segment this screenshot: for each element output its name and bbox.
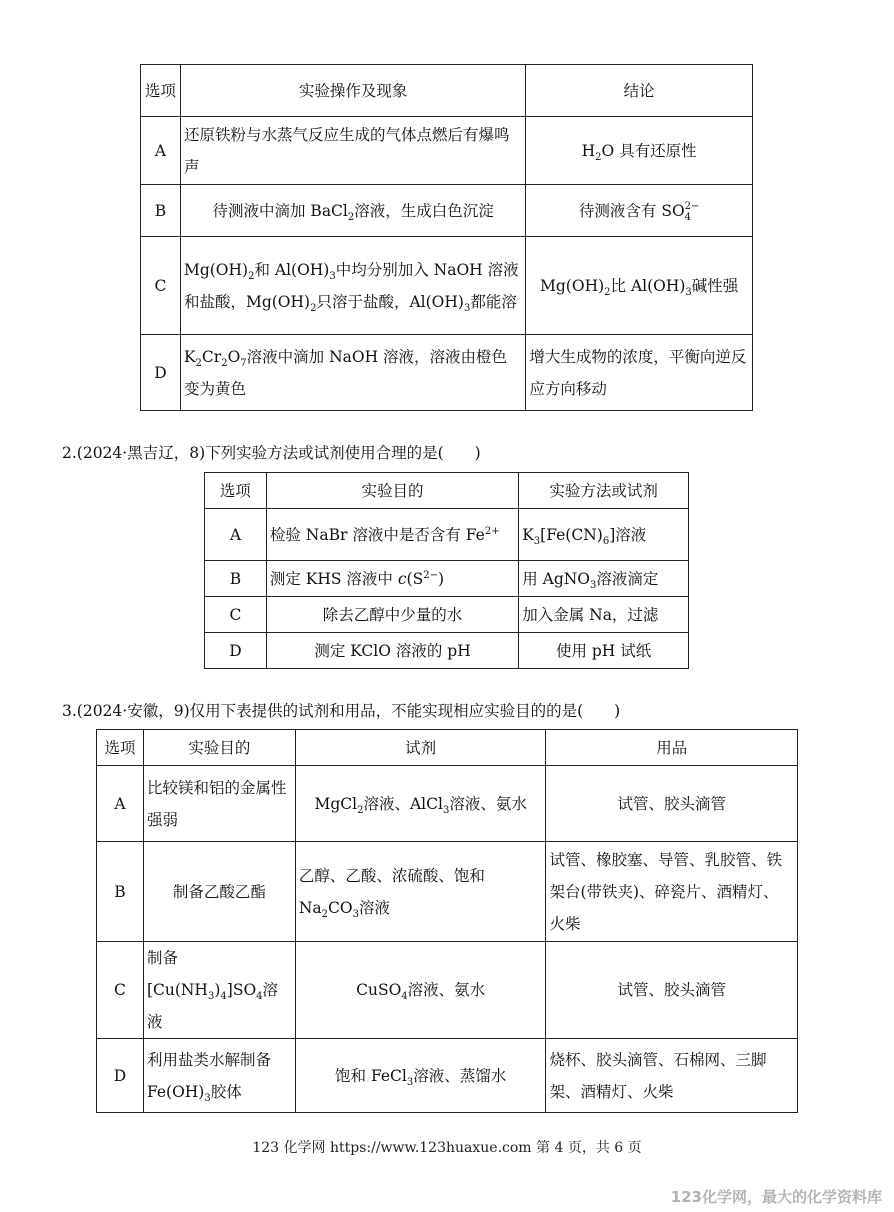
row-reagent: MgCl$_2$溶液、AlCl$_3$溶液、氨水	[295, 766, 546, 842]
row-goal: 制备$[Cu(NH_3)_4]SO_4$溶液	[143, 942, 295, 1039]
table-1	[140, 64, 753, 411]
header-goal: 实验目的	[266, 473, 518, 509]
row-method: 加入金属 Na，过滤	[519, 597, 689, 633]
row-option: C	[205, 597, 267, 633]
header-option: 选项	[97, 730, 144, 766]
row-items: 烧杯、胶头滴管、石棉网、三脚架、酒精灯、火柴	[546, 1039, 798, 1113]
row-operation: $K_2Cr_2O_7$溶液中滴加 NaOH 溶液，溶液由橙色变为黄色	[180, 335, 525, 411]
row-operation: $Mg(OH)_2$和 $Al(OH)_3$中均分别加入 NaOH 溶液和盐酸，$Mg(OH)_2$只溶于盐酸，$Al(OH)_3$都能溶	[180, 237, 525, 335]
table-row	[97, 1039, 798, 1113]
row-operation: 还原铁粉与水蒸气反应生成的气体点燃后有爆鸣声	[180, 117, 525, 185]
table-header-row	[97, 730, 798, 766]
header-option: 选项	[205, 473, 267, 509]
table-row	[97, 942, 798, 1039]
header-reagent: 试剂	[295, 730, 546, 766]
header-method: 实验方法或试剂	[519, 473, 689, 509]
row-reagent: 乙醇、乙酸、浓硫酸、饱和 $Na_2CO_3$溶液	[295, 842, 546, 942]
table-header-row	[205, 473, 689, 509]
row-goal: 比较镁和铝的金属性强弱	[143, 766, 295, 842]
row-goal: 利用盐类水解制备 $Fe(OH)_3$胶体	[143, 1039, 295, 1113]
table-row	[97, 842, 798, 942]
row-option: B	[97, 842, 144, 942]
row-method: 使用 pH 试纸	[519, 633, 689, 669]
question-2-stem: 2.(2024·黑吉辽，8)下列实验方法或试剂使用合理的是( )	[62, 444, 481, 462]
row-goal: 制备乙酸乙酯	[143, 842, 295, 942]
row-items: 试管、胶头滴管	[546, 766, 798, 842]
table-2	[204, 472, 689, 669]
page-footer: 123 化学网 https://www.123huaxue.com 第 4 页，共 6 页	[252, 1140, 642, 1156]
row-conclusion: $Mg(OH)_2$比 $Al(OH)_3$碱性强	[526, 237, 753, 335]
row-option: B	[205, 561, 267, 597]
table-row	[205, 561, 689, 597]
row-option: C	[141, 237, 181, 335]
row-items: 试管、胶头滴管	[546, 942, 798, 1039]
table-row	[141, 185, 753, 237]
header-items: 用品	[546, 730, 798, 766]
row-option: D	[141, 335, 181, 411]
table-row	[141, 237, 753, 335]
row-operation: 待测液中滴加 BaCl$_2$溶液，生成白色沉淀	[180, 185, 525, 237]
row-conclusion: 增大生成物的浓度，平衡向逆反应方向移动	[526, 335, 753, 411]
table-row	[205, 597, 689, 633]
row-option: A	[97, 766, 144, 842]
table-row	[141, 117, 753, 185]
row-goal: 除去乙醇中少量的水	[266, 597, 518, 633]
row-conclusion: $H_2O$ 具有还原性	[526, 117, 753, 185]
row-method: $K_3[Fe(CN)_6]$溶液	[519, 509, 689, 561]
row-conclusion: 待测液含有 SO 2− 4	[526, 185, 753, 237]
header-goal: 实验目的	[143, 730, 295, 766]
row-goal: 检验 NaBr 溶液中是否含有 $Fe^{2+}$	[266, 509, 518, 561]
row-goal: 测定 KClO 溶液的 pH	[266, 633, 518, 669]
row-option: C	[97, 942, 144, 1039]
row-option: D	[97, 1039, 144, 1113]
row-reagent: CuSO$_4$溶液、氨水	[295, 942, 546, 1039]
question-3-stem: 3.(2024·安徽，9)仅用下表提供的试剂和用品，不能实现相应实验目的的是( )	[62, 702, 621, 720]
row-option: A	[141, 117, 181, 185]
row-method: 用 AgNO$_3$溶液滴定	[519, 561, 689, 597]
watermark: 123化学网，最大的化学资料库	[670, 1188, 882, 1206]
table-row	[97, 766, 798, 842]
row-option: D	[205, 633, 267, 669]
row-items: 试管、橡胶塞、导管、乳胶管、铁架台(带铁夹)、碎瓷片、酒精灯、火柴	[546, 842, 798, 942]
table-row	[141, 335, 753, 411]
row-option: B	[141, 185, 181, 237]
row-goal: 测定 KHS 溶液中 $c(S^{2-})$	[266, 561, 518, 597]
header-conclusion: 结论	[526, 65, 753, 117]
table-row	[205, 509, 689, 561]
table-header-row	[141, 65, 753, 117]
header-option: 选项	[141, 65, 181, 117]
table-row	[205, 633, 689, 669]
row-reagent: 饱和 FeCl$_3$溶液、蒸馏水	[295, 1039, 546, 1113]
header-operation: 实验操作及现象	[180, 65, 525, 117]
table-3	[96, 729, 798, 1113]
row-option: A	[205, 509, 267, 561]
